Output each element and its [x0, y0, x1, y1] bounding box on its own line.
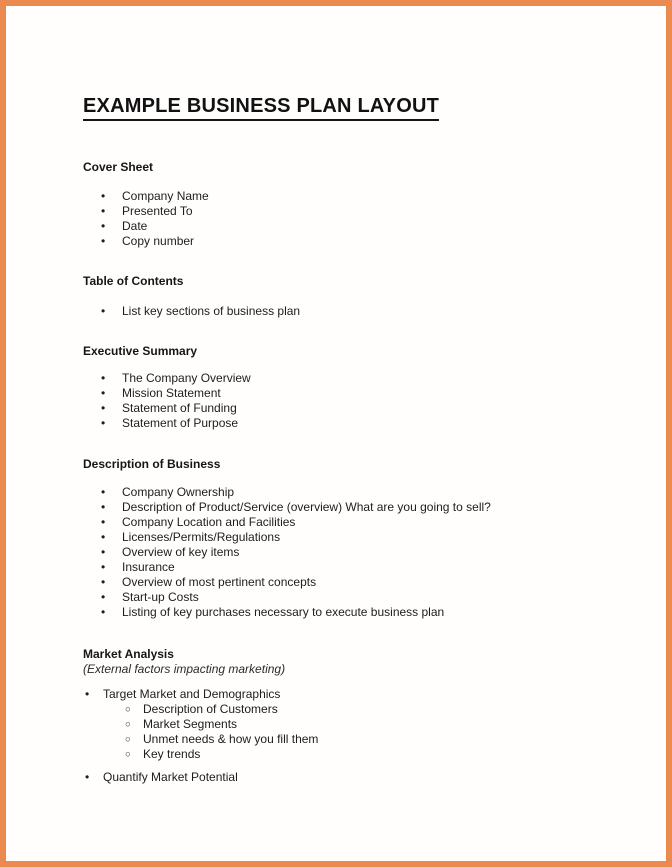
bullet-list: [83, 304, 626, 319]
bullet-icon: •: [101, 560, 106, 574]
section-heading: Executive Summary: [83, 344, 198, 358]
bullet-text: Target Market and Demographics: [103, 687, 281, 701]
bullet-list: [83, 189, 626, 249]
bullet-text: Presented To: [122, 204, 193, 218]
section-cover-sheet: [83, 160, 626, 249]
bullet-icon: •: [101, 500, 106, 514]
bullet-text: The Company Overview: [122, 371, 251, 385]
bullet-text: Date: [122, 219, 148, 233]
bullet-item: [83, 605, 626, 620]
bullet-icon: •: [101, 485, 106, 499]
bullet-item: [83, 485, 626, 500]
bullet-item: [83, 500, 626, 515]
bullet-icon: •: [101, 234, 106, 248]
bullet-item: [83, 219, 626, 234]
bullet-item: [83, 371, 626, 386]
bullet-item: [83, 590, 626, 605]
bullet-text: Company Location and Facilities: [122, 515, 296, 529]
bullet-text: Company Ownership: [122, 485, 235, 499]
bullet-icon: •: [101, 204, 106, 218]
bullet-text: Company Name: [122, 189, 209, 203]
bullet-item: [83, 204, 626, 219]
bullet-icon: •: [85, 687, 90, 701]
bullet-icon: •: [85, 770, 90, 784]
section-executive-summary: [83, 344, 626, 431]
circle-bullet-icon: ○: [125, 719, 131, 730]
section-description-of-business: [83, 457, 626, 620]
bullet-text: Statement of Purpose: [122, 416, 239, 430]
bullet-text: Copy number: [122, 234, 195, 248]
bullet-item: [83, 530, 626, 545]
bullet-text: Description of Customers: [143, 702, 278, 716]
sub-bullet-item: [83, 747, 626, 762]
sub-bullet-item: [83, 702, 626, 717]
bullet-icon: •: [101, 371, 106, 385]
bullet-text: Key trends: [143, 747, 201, 761]
bullet-text: Unmet needs & how you fill them: [143, 732, 319, 746]
bullet-text: Overview of most pertinent concepts: [122, 575, 317, 589]
bullet-item: [83, 770, 626, 785]
bullet-text: Insurance: [122, 560, 175, 574]
bullet-text: Statement of Funding: [122, 401, 237, 415]
bullet-item: [83, 545, 626, 560]
bullet-text: List key sections of business plan: [122, 304, 301, 318]
section-heading: Table of Contents: [83, 274, 184, 288]
page-title: [83, 94, 626, 118]
bullet-list: [83, 371, 626, 431]
bullet-icon: •: [101, 219, 106, 233]
bullet-item: [83, 386, 626, 401]
bullet-icon: •: [101, 590, 106, 604]
bullet-list: [83, 485, 626, 620]
bullet-icon: •: [101, 416, 106, 430]
bullet-text: Licenses/Permits/Regulations: [122, 530, 281, 544]
section-subheading: (External factors impacting marketing): [83, 662, 286, 676]
circle-bullet-icon: ○: [125, 734, 131, 745]
bullet-icon: •: [101, 515, 106, 529]
bullet-icon: •: [101, 545, 106, 559]
bullet-icon: •: [101, 304, 106, 318]
bullet-icon: •: [101, 401, 106, 415]
bullet-item: [83, 515, 626, 530]
bullet-item: [83, 234, 626, 249]
bullet-list: [83, 687, 626, 785]
bullet-item: [83, 560, 626, 575]
section-heading: Description of Business: [83, 457, 221, 471]
bullet-item: [83, 304, 626, 319]
sub-bullet-item: [83, 732, 626, 747]
bullet-icon: •: [101, 530, 106, 544]
bullet-icon: •: [101, 386, 106, 400]
bullet-text: Market Segments: [143, 717, 238, 731]
bullet-item: [83, 401, 626, 416]
bullet-text: Listing of key purchases necessary to execute business plan: [122, 605, 445, 619]
section-heading: Cover Sheet: [83, 160, 154, 174]
page-title-text: EXAMPLE BUSINESS PLAN LAYOUT: [83, 95, 439, 121]
bullet-icon: •: [101, 605, 106, 619]
section-heading: Market Analysis: [83, 647, 174, 661]
bullet-icon: •: [101, 575, 106, 589]
bullet-text: Quantify Market Potential: [103, 770, 238, 784]
circle-bullet-icon: ○: [125, 749, 131, 760]
bullet-item: [83, 687, 626, 702]
bullet-item: [83, 189, 626, 204]
bullet-item: [83, 575, 626, 590]
circle-bullet-icon: ○: [125, 704, 131, 715]
bullet-text: Mission Statement: [122, 386, 221, 400]
section-table-of-contents: [83, 274, 626, 319]
bullet-item: [83, 416, 626, 431]
bullet-icon: •: [101, 189, 106, 203]
bullet-text: Overview of key items: [122, 545, 240, 559]
bullet-text: Start-up Costs: [122, 590, 199, 604]
bullet-text: Description of Product/Service (overview) What are you going to sell?: [122, 500, 491, 514]
section-market-analysis: [83, 647, 626, 785]
sub-bullet-item: [83, 717, 626, 732]
